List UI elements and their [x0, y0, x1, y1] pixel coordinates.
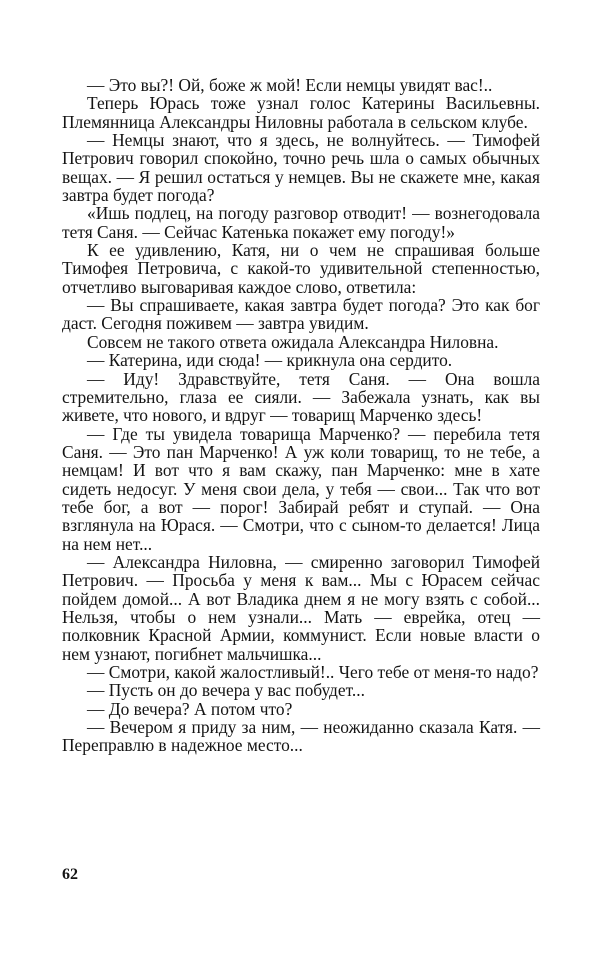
- paragraph: К ее удивлению, Катя, ни о чем не спрашивая больше Тимофея Петровича, с какой-то удивительной степенностью, отчетливо выговаривая каждое слово, ответила:: [62, 240, 540, 297]
- paragraph: — Вечером я приду за ним, — неожиданно сказала Катя. — Переправлю в надежное место...: [62, 717, 540, 756]
- paragraph: — Смотри, какой жалостливый!.. Чего тебе от меня-то надо?: [87, 662, 539, 682]
- page-body: [62, 76, 540, 755]
- paragraph: Теперь Юрась тоже узнал голос Катерины Васильевны. Племянница Александры Ниловны работала в сельском клубе.: [62, 93, 540, 132]
- paragraph: — Катерина, иди сюда! — крикнула она сердито.: [87, 350, 453, 371]
- paragraph: — До вечера? А потом что?: [87, 698, 293, 719]
- paragraph: — Иду! Здравствуйте, тетя Саня. — Она вошла стремительно, глаза ее сияли. — Забежала узнать, как вы живете, что нового, и вдруг — товарищ Марченко здесь!: [62, 368, 540, 426]
- paragraph: — Немцы знают, что я здесь, не волнуйтесь. — Тимофей Петрович говорил спокойно, точно речь шла о самых обычных вещах. — Я решил остаться у немцев. Вы не скажете мне, какая завтра будет погода?: [62, 130, 540, 206]
- paragraph: — Александра Ниловна, — смиренно заговорил Тимофей Петрович. — Просьба у меня к вам... Мы с Юрасем сейчас пойдем домой... А вот Владика днем я не могу взять с собой... Нельзя, чтобы о нем узнали... Мать — еврейка, отец — полковник Красной Армии, коммунист. Если новые власти о нем узнают, погибнет мальчишка...: [62, 551, 540, 664]
- paragraph: — Пусть он до вечера у вас побудет...: [87, 680, 365, 701]
- paragraph: — Это вы?! Ой, боже ж мой! Если немцы увидят вас!..: [87, 75, 493, 95]
- page-number: 62: [62, 866, 78, 883]
- paragraph: Совсем не такого ответа ожидала Александра Ниловна.: [87, 331, 499, 352]
- paragraph: «Ишь подлец, на погоду разговор отводит! — вознегодовала тетя Саня. — Сейчас Катенька покажет ему погоду!»: [62, 203, 540, 242]
- paragraph: — Где ты увидела товарища Марченко? — перебила тетя Саня. — Это пан Марченко! А уж коли товарищ, то не тебе, а немцам! И вот что я вам скажу, пан Марченко: мне в хате сидеть недосуг. У меня свои дела, у тебя — свои... Так что вот тебе бог, а вот — порог! Забирай ребят и ступай. — Она взглянула на Юрася. — Смотри, что с сыном-то делается! Лица на нем нет...: [62, 423, 540, 554]
- paragraph: — Вы спрашиваете, какая завтра будет погода? Это как бог даст. Сегодня поживем — завтра увидим.: [62, 295, 540, 334]
